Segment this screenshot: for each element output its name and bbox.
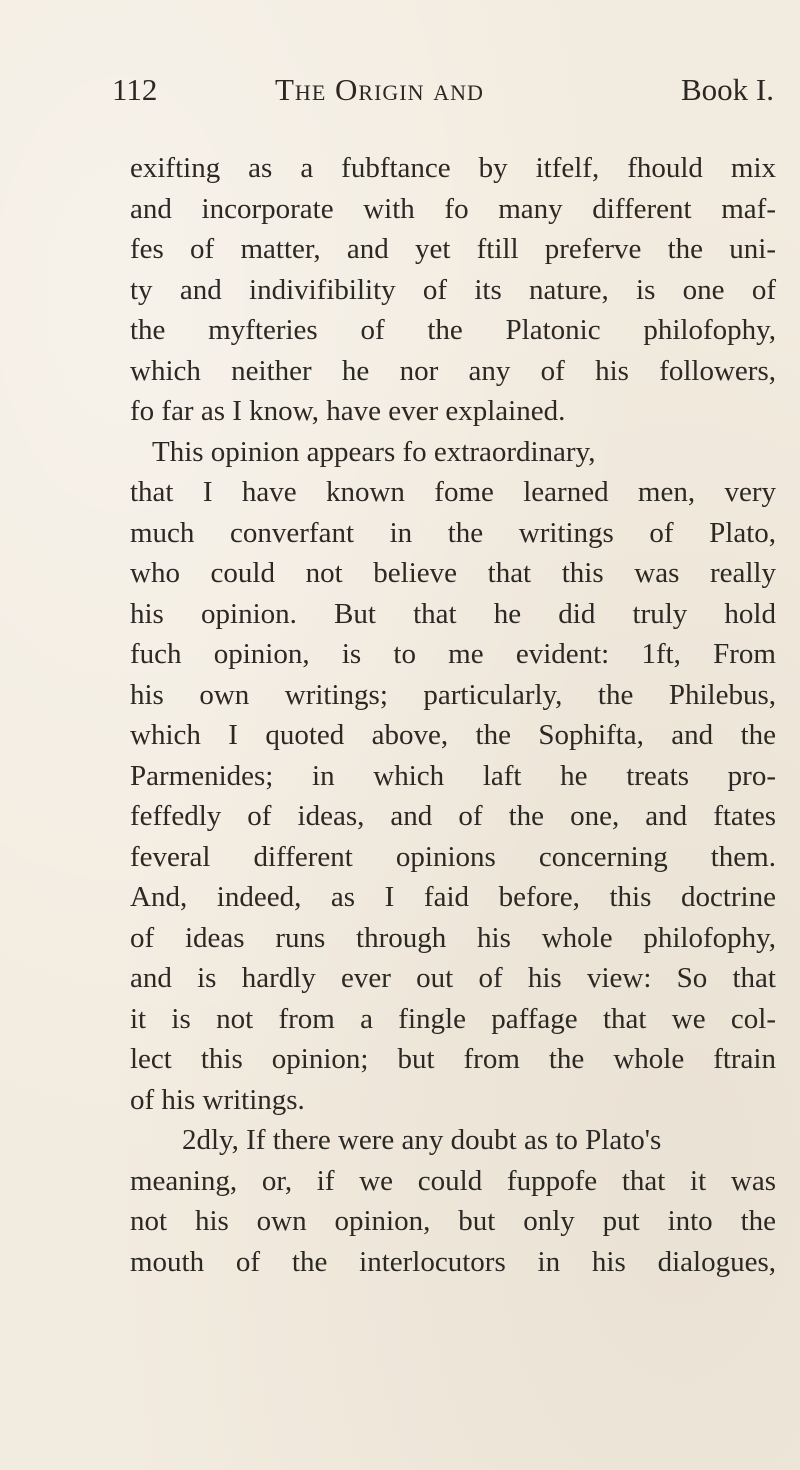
text-line: Parmenides; in which laft he treats pro-: [130, 759, 776, 792]
page-number: 112: [112, 72, 158, 107]
text-line: much converfant in the writings of Plato,: [130, 516, 776, 549]
text-line: not his own opinion, but only put into the: [130, 1205, 776, 1237]
running-header: [112, 72, 782, 116]
text-line: feffedly of ideas, and of the one, and ftates: [130, 800, 776, 832]
body-text: [130, 148, 776, 1282]
text-line: of ideas runs through his whole philofophy,: [130, 921, 776, 954]
text-line: and is hardly ever out of his view: So that: [130, 962, 776, 994]
text-line: And, indeed, as I faid before, this doctrine: [130, 881, 776, 913]
text-line: fes of matter, and yet ftill preferve the uni-: [130, 233, 776, 265]
book-label: Book I.: [681, 72, 774, 107]
text-line: who could not believe that this was really: [130, 557, 776, 589]
text-line: which I quoted above, the Sophifta, and the: [130, 719, 776, 751]
text-line: exifting as a fubftance by itfelf, fhould mix: [130, 152, 776, 184]
text-line: and incorporate with fo many different maf-: [130, 192, 776, 225]
text-line: it is not from a fingle paffage that we col-: [130, 1002, 776, 1035]
text-line: the myfteries of the Platonic philofophy,: [130, 314, 776, 346]
text-line: fo far as I know, have ever explained.: [130, 395, 566, 427]
text-line: his opinion. But that he did truly hold: [130, 597, 776, 630]
text-line: 2dly, If there were any doubt as to Plato's: [182, 1124, 662, 1156]
text-line: that I have known fome learned men, very: [130, 476, 776, 508]
text-line: ty and indivifibility of its nature, is one of: [130, 273, 776, 306]
running-title: The Origin and: [275, 72, 484, 107]
text-line: feveral different opinions concerning them.: [130, 840, 776, 873]
text-line: meaning, or, if we could fuppofe that it was: [130, 1164, 776, 1197]
text-line: mouth of the interlocutors in his dialogues,: [130, 1245, 776, 1278]
text-line: This opinion appears fo extraordinary,: [152, 435, 596, 468]
text-line: of his writings.: [130, 1083, 305, 1116]
text-line: which neither he nor any of his followers,: [130, 354, 776, 387]
text-line: his own writings; particularly, the Philebus,: [130, 678, 776, 711]
text-line: fuch opinion, is to me evident: 1ft, From: [130, 638, 776, 670]
text-line: lect this opinion; but from the whole ftrain: [130, 1043, 776, 1075]
